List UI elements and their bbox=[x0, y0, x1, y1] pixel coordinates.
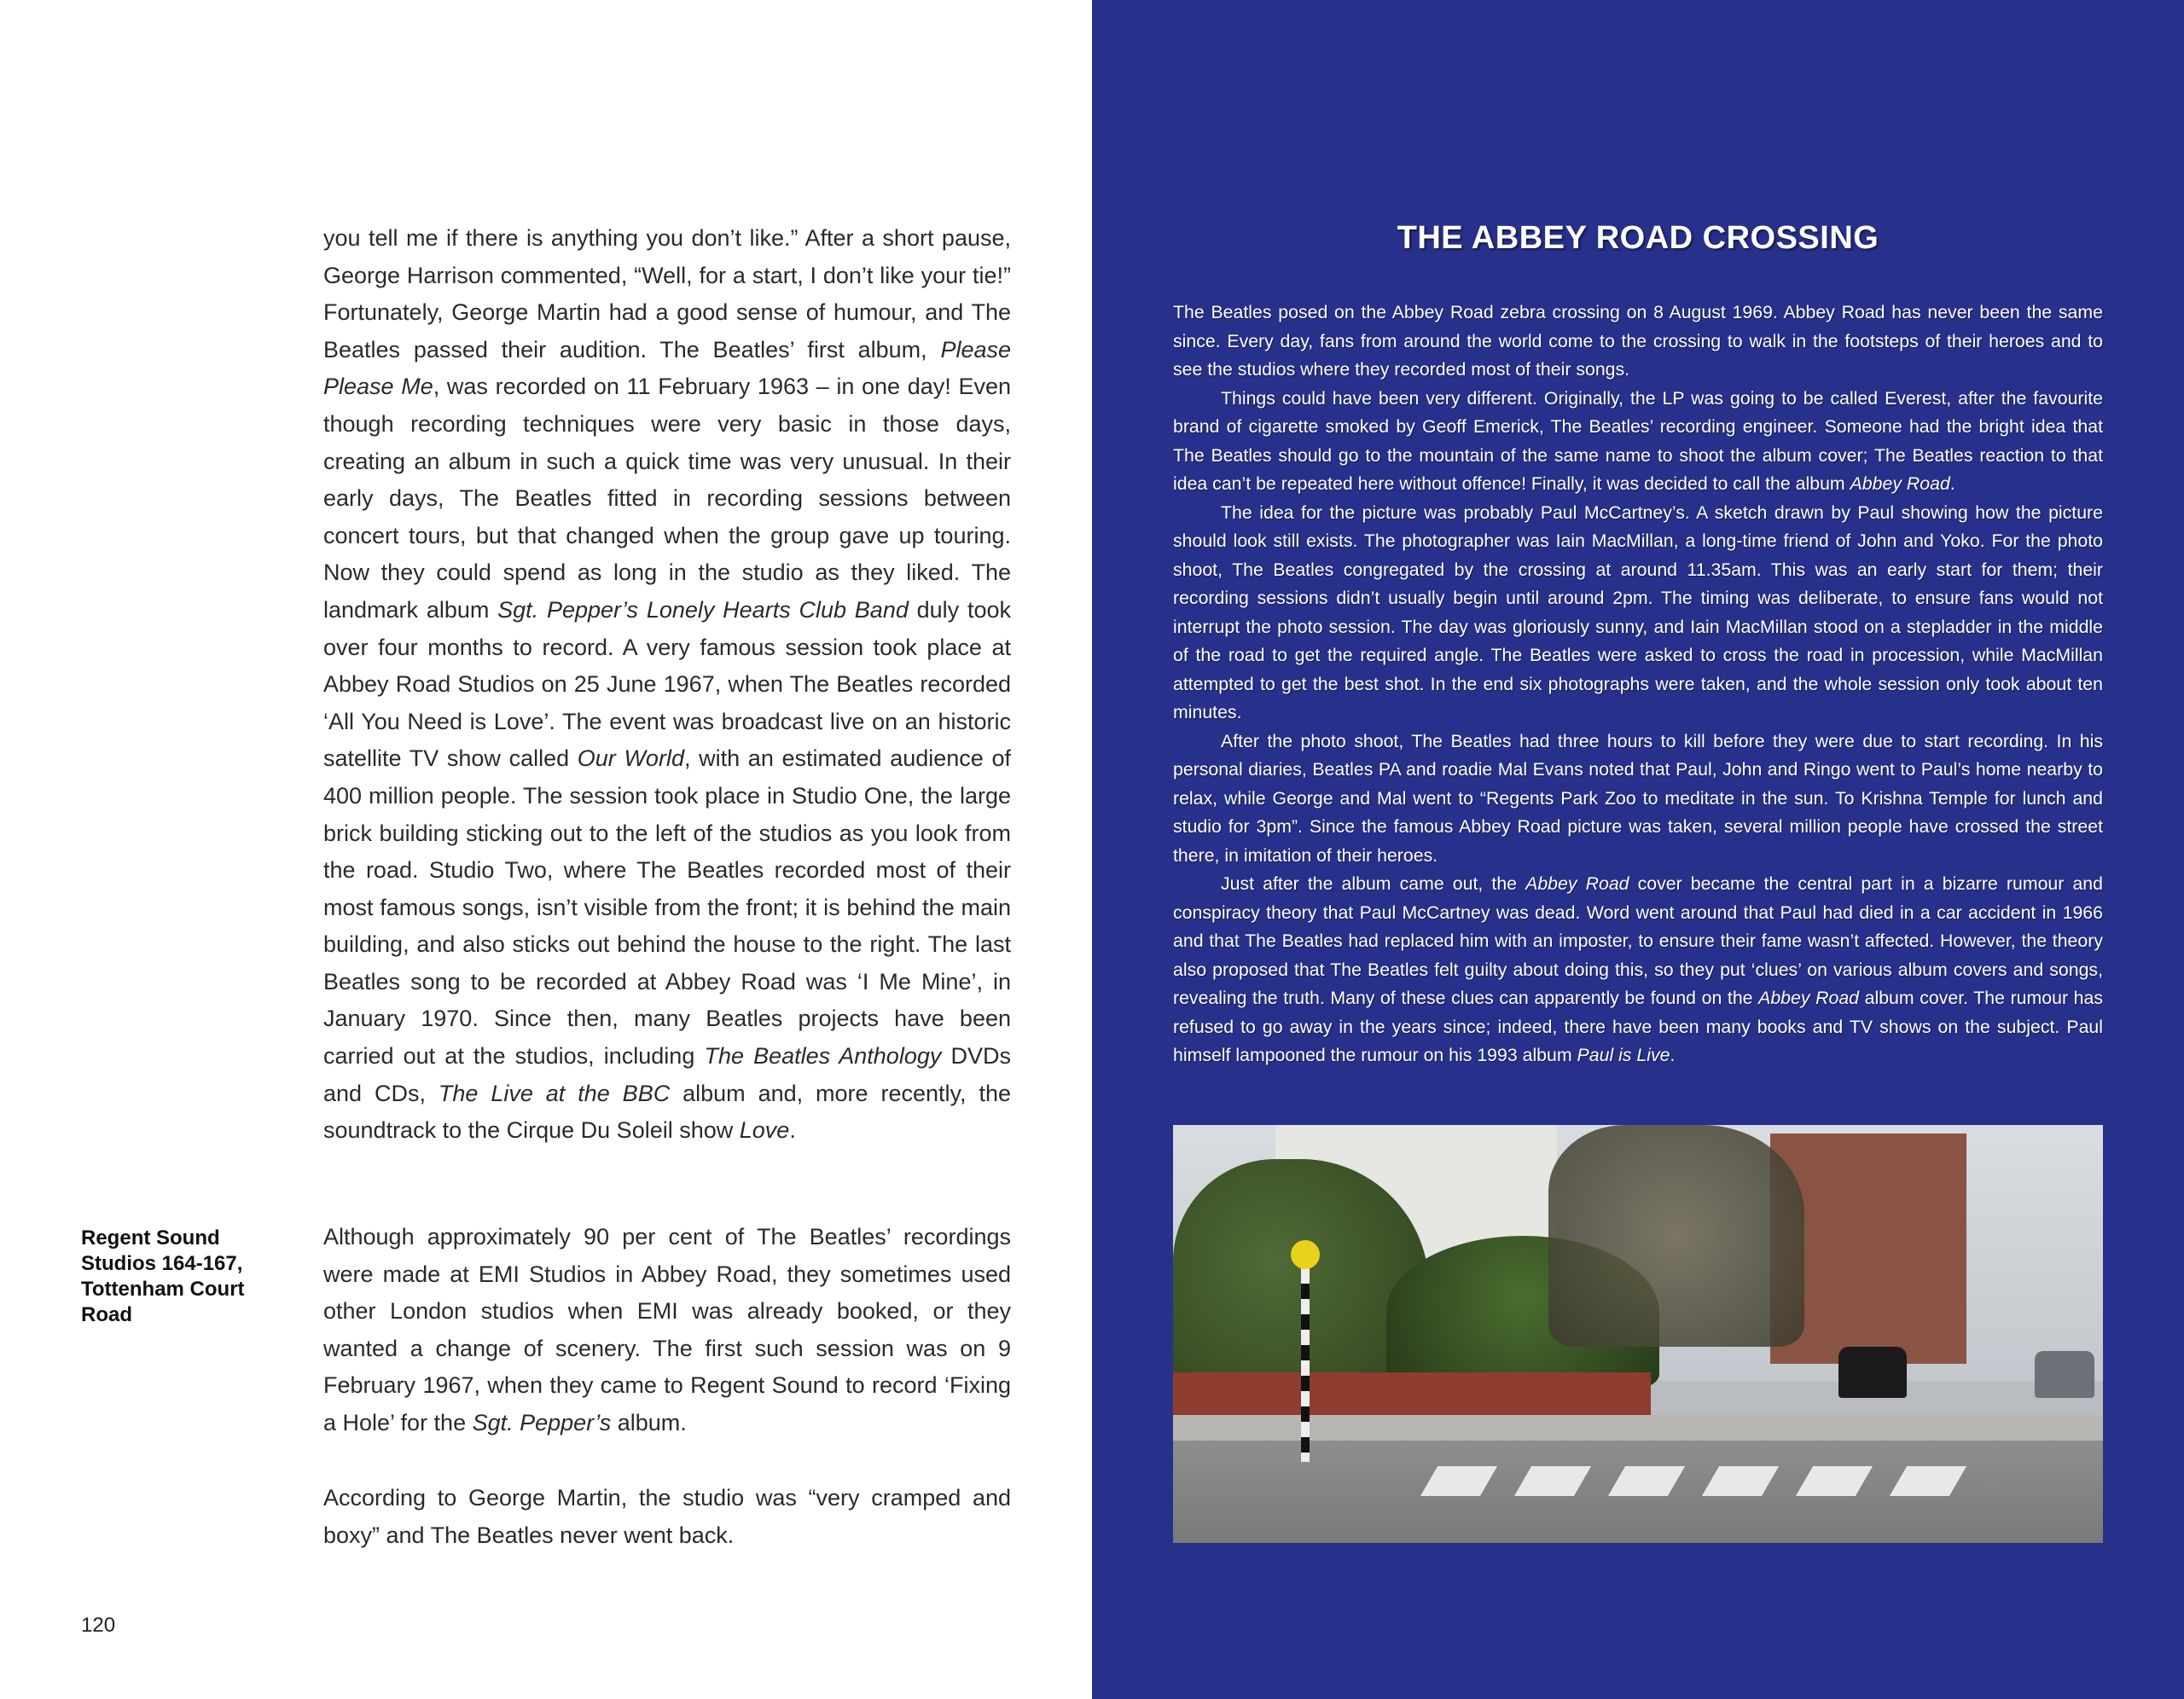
italic-title-text: Abbey Road bbox=[1850, 473, 1950, 494]
paragraph bbox=[323, 220, 1011, 1150]
paragraph bbox=[1173, 499, 2103, 728]
text-run: you tell me if there is anything you don’t like.” After a short pause, George Harrison commented, “Well, for a start, I don’t like your tie!” Fortunately, George Martin had a good sense of humour, and The Beatles passed their audition. The Beatles’ first album, bbox=[323, 225, 1011, 362]
text-run: Things could have been very different. Originally, the LP was going to be called Everest, after the favourite brand of cigarette smoked by Geoff Emerick, The Beatles’ recording engineer. Someone had the bright idea that The Beatles should go to the mountain of the same name to shoot the album cover; The Beatles reaction to that idea can’t be repeated here without offence! Finally, it was decided to call the album bbox=[1173, 387, 2103, 494]
sidebar-article bbox=[1173, 299, 2103, 1070]
italic-title-text: The Beatles Anthology bbox=[704, 1043, 942, 1070]
italic-title-text: Abbey Road bbox=[1525, 873, 1629, 894]
text-run: . bbox=[789, 1117, 796, 1144]
belisha-beacon-globe bbox=[1291, 1240, 1320, 1269]
trees-right bbox=[1548, 1125, 1804, 1347]
paragraph bbox=[1173, 299, 2103, 385]
sidebar-location-label: Regent Sound Studios 164-167, Tottenham Court Road bbox=[81, 1226, 245, 1326]
text-run: DVDs and CDs, bbox=[323, 1043, 1011, 1106]
italic-title-text: Paul is Live bbox=[1577, 1045, 1670, 1065]
text-run: album cover. The rumour has refused to go away in the years since; indeed, there have been many books and TV shows on the subject. Paul himself lampooned the rumour on his 1993 album bbox=[1173, 988, 2103, 1065]
italic-title-text: Our World bbox=[577, 745, 684, 772]
belisha-beacon-pole bbox=[1301, 1253, 1310, 1462]
text-run: , with an estimated audience of 400 million people. The session took place in Studio One, the large brick building sticking out to the left of the studios as you look from the road. Studio Two, where The Beatles recorded most of their most famous songs, isn’t visible from the front; it is behind the main building, and also sticks out behind the house to the right. The last Beatles song to be recorded at Abbey Road was ‘I Me Mine’, in January 1970. Since then, many Beatles projects have been carried out at the studios, including bbox=[323, 745, 1011, 1070]
italic-title-text: Abbey Road bbox=[1758, 988, 1860, 1008]
text-run: Although approximately 90 per cent of The Beatles’ recordings were made at EMI Studios in Abbey Road, they sometimes used other London studios when EMI was already booked, or they wanted a change of scenery. The first such session was on 9 February 1967, when they came to Regent Sound to record ‘Fixing a Hole’ for the bbox=[323, 1224, 1011, 1435]
text-run: cover became the central part in a bizarre rumour and conspiracy theory that Paul McCartney was dead. Word went around that Paul had died in a car accident in 1966 and that The Beatles had replaced him with an imposter, to ensure their fame wasn’t affected. However, the theory also proposed that The Beatles felt guilty about doing this, so they put ‘clues’ on various album covers and songs, revealing the truth. Many of these clues can apparently be found on the bbox=[1173, 873, 2103, 1008]
body-text-closing bbox=[323, 1480, 1011, 1554]
text-run: . bbox=[1949, 473, 1955, 494]
paragraph bbox=[1173, 385, 2103, 499]
taxi-cab bbox=[1838, 1347, 1907, 1398]
body-text-regent-sound bbox=[323, 1219, 1011, 1442]
car bbox=[2035, 1351, 2094, 1398]
italic-title-text: Sgt. Pepper’s bbox=[472, 1409, 612, 1435]
text-run: According to George Martin, the studio was “very cramped and boxy” and The Beatles never went back. bbox=[323, 1485, 1011, 1548]
italic-title-text: The Live at the BBC bbox=[438, 1080, 671, 1106]
text-run: The Beatles posed on the Abbey Road zebra crossing on 8 August 1969. Abbey Road has never been the same since. Every day, fans from around the world come to the crossing to walk in the footsteps of their heroes and to see the studios where they recorded most of their songs. bbox=[1173, 302, 2103, 380]
italic-title-text: Please Please Me bbox=[323, 336, 1011, 400]
text-run: album. bbox=[611, 1409, 687, 1435]
text-run: duly took over four months to record. A very famous session took place at Abbey Road Studios on 25 June 1967, when The Beatles recorded ‘All You Need is Love’. The event was broadcast live on an historic satellite TV show called bbox=[323, 596, 1011, 772]
section-heading: THE ABBEY ROAD CROSSING bbox=[1397, 220, 1879, 256]
text-run: album and, more recently, the soundtrack to the Cirque Du Soleil show bbox=[323, 1080, 1011, 1144]
body-text-main bbox=[323, 220, 1011, 1150]
text-run: , was recorded on 11 February 1963 – in one day! Even though recording techniques were very basic in those days, creating an album in such a quick time was very unusual. In their early days, The Beatles fitted in recording sessions between concert tours, but that changed when the group gave up touring. Now they could spend as long in the studio as they liked. The landmark album bbox=[323, 374, 1011, 623]
page-number: 120 bbox=[81, 1614, 116, 1637]
paragraph bbox=[1173, 870, 2103, 1070]
paragraph bbox=[1173, 728, 2103, 871]
text-run: Just after the album came out, the bbox=[1221, 873, 1526, 894]
paragraph bbox=[323, 1480, 1011, 1554]
paragraph bbox=[323, 1219, 1011, 1442]
abbey-road-crossing-photo bbox=[1173, 1125, 2103, 1543]
italic-title-text: Sgt. Pepper’s Lonely Hearts Club Band bbox=[497, 596, 909, 623]
text-run: The idea for the picture was probably Paul McCartney’s. A sketch drawn by Paul showing how the picture should look still exists. The photographer was Iain MacMillan, a long-time friend of John and Yoko. For the photo shoot, The Beatles congregated by the crossing at around 11.35am. This was an early start for them; their recording sessions didn’t usually begin until around 2pm. The timing was deliberate, to ensure fans would not interrupt the photo session. The day was gloriously sunny, and Iain MacMillan stood on a stepladder in the middle of the road to get the required angle. The Beatles were asked to cross the road in procession, while MacMillan attempted to get the best shot. In the end six photographs were taken, and the whole session only took about ten minutes. bbox=[1173, 502, 2103, 722]
zebra-crossing bbox=[1420, 1466, 2001, 1496]
text-run: After the photo shoot, The Beatles had three hours to kill before they were due to start recording. In his personal diaries, Beatles PA and roadie Mal Evans noted that Paul, John and Ringo went to Paul’s home nearby to relax, while George and Mal went to “Regents Park Zoo to meditate in the sun. To Krishna Temple for lunch and studio for 3pm”. Since the famous Abbey Road picture was taken, several million people have crossed the street there, in imitation of their heroes. bbox=[1173, 730, 2103, 866]
italic-title-text: Love bbox=[739, 1117, 790, 1144]
text-run: . bbox=[1670, 1045, 1676, 1065]
